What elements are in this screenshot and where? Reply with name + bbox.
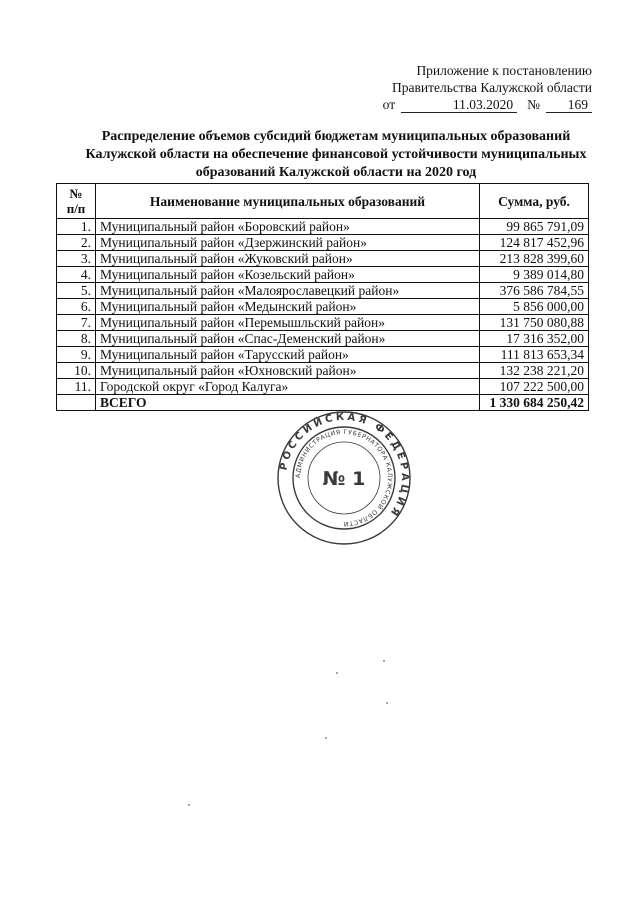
- table-row: [57, 219, 589, 235]
- official-seal: [276, 410, 412, 546]
- total-row: [57, 395, 589, 411]
- table-row: [57, 235, 589, 251]
- table-row: [57, 331, 589, 347]
- row-sum: 124 817 452,96: [480, 235, 589, 251]
- row-name: Муниципальный район «Юхновский район»: [96, 363, 480, 379]
- row-sum: 107 222 500,00: [480, 379, 589, 395]
- row-name: Муниципальный район «Малоярославецкий район»: [96, 283, 480, 299]
- appendix-line-1: Приложение к постановлению: [416, 63, 592, 78]
- decree-number: 169: [546, 98, 592, 113]
- header-num: [57, 184, 96, 219]
- table-row: [57, 283, 589, 299]
- row-sum: 132 238 221,20: [480, 363, 589, 379]
- row-name: Муниципальный район «Перемышльский район»: [96, 315, 480, 331]
- scan-speck: [325, 737, 327, 739]
- seal-inner-text: АДМИНИСТРАЦИЯ ГУБЕРНАТОРА КАЛУЖСКОЙ ОБЛАСТИ: [294, 428, 394, 528]
- scan-speck: [383, 660, 385, 662]
- seal-outer-text: РОССИЙСКАЯ ФЕДЕРАЦИЯ: [278, 411, 411, 520]
- row-num: 9.: [57, 347, 96, 363]
- table-row: [57, 347, 589, 363]
- table-row: [57, 251, 589, 267]
- total-sum: 1 330 684 250,42: [480, 395, 589, 411]
- table-row: [57, 315, 589, 331]
- row-num: 7.: [57, 315, 96, 331]
- total-label: ВСЕГО: [96, 395, 480, 411]
- row-name: Муниципальный район «Боровский район»: [96, 219, 480, 235]
- row-sum: 111 813 653,34: [480, 347, 589, 363]
- row-name: Муниципальный район «Тарусский район»: [96, 347, 480, 363]
- from-label: от: [382, 97, 396, 112]
- row-sum: 99 865 791,09: [480, 219, 589, 235]
- row-num: 5.: [57, 283, 96, 299]
- decree-reference: [332, 96, 592, 113]
- number-label: №: [527, 97, 540, 112]
- header-sum: Сумма, руб.: [480, 184, 589, 219]
- table-header-row: [57, 184, 589, 219]
- row-num: 2.: [57, 235, 96, 251]
- row-num: 11.: [57, 379, 96, 395]
- subsidy-table: [56, 183, 589, 411]
- row-name: Муниципальный район «Дзержинский район»: [96, 235, 480, 251]
- row-name: Муниципальный район «Медынский район»: [96, 299, 480, 315]
- table-row: [57, 299, 589, 315]
- row-name: Городской округ «Город Калуга»: [96, 379, 480, 395]
- header-name: Наименование муниципальных образований: [96, 184, 480, 219]
- seal-center-text: № 1: [322, 468, 366, 490]
- row-num: 4.: [57, 267, 96, 283]
- row-sum: 5 856 000,00: [480, 299, 589, 315]
- table-row: [57, 267, 589, 283]
- row-sum: 17 316 352,00: [480, 331, 589, 347]
- row-num: 6.: [57, 299, 96, 315]
- title-line-2: Калужской области на обеспечение финансовой устойчивости муниципальных: [85, 147, 587, 162]
- row-num: 1.: [57, 219, 96, 235]
- total-num: [57, 395, 96, 411]
- appendix-header: [332, 62, 592, 113]
- table-row: [57, 379, 589, 395]
- row-sum: 131 750 080,88: [480, 315, 589, 331]
- appendix-line-2: Правительства Калужской области: [391, 80, 592, 95]
- row-sum: 376 586 784,55: [480, 283, 589, 299]
- header-num-abbr: п/п: [66, 201, 86, 216]
- row-name: Муниципальный район «Жуковский район»: [96, 251, 480, 267]
- decree-date: 11.03.2020: [401, 98, 517, 113]
- header-num-symbol: №: [69, 186, 83, 201]
- scan-speck: [336, 672, 338, 674]
- title-line-1: Распределение объемов субсидий бюджетам муниципальных образований: [101, 129, 571, 144]
- row-name: Муниципальный район «Спас-Деменский район»: [96, 331, 480, 347]
- scan-speck: [188, 804, 190, 806]
- row-sum: 213 828 399,60: [480, 251, 589, 267]
- row-sum: 9 389 014,80: [480, 267, 589, 283]
- title-line-3: образований Калужской области на 2020 год: [195, 165, 477, 180]
- row-num: 10.: [57, 363, 96, 379]
- row-name: Муниципальный район «Козельский район»: [96, 267, 480, 283]
- row-num: 3.: [57, 251, 96, 267]
- row-num: 8.: [57, 331, 96, 347]
- document-title: [56, 128, 616, 182]
- table-row: [57, 363, 589, 379]
- scan-speck: [386, 702, 388, 704]
